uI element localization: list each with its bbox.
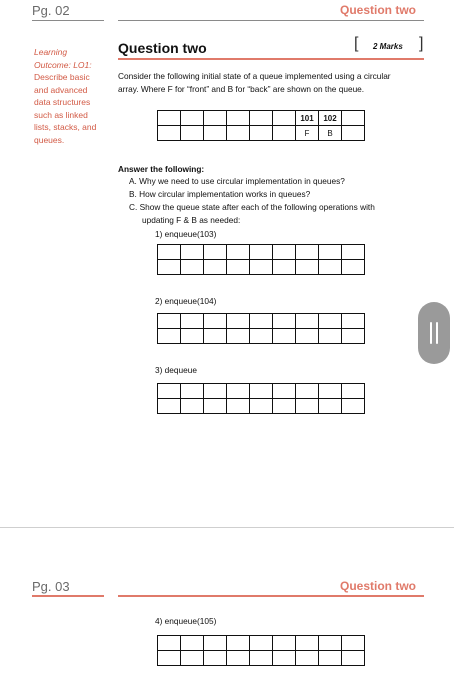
pointer-cell (204, 399, 227, 414)
page-header-title: Question two (340, 579, 416, 593)
queue-cell (273, 384, 296, 399)
pointer-cell (181, 399, 204, 414)
operation-label: 1) enqueue(103) (155, 229, 217, 239)
queue-cell (319, 314, 342, 329)
queue-cell (204, 636, 227, 651)
queue-cell (158, 111, 181, 126)
pointer-cell (342, 260, 365, 275)
marks-value: 2 Marks (373, 42, 403, 51)
pointer-cell (273, 260, 296, 275)
queue-cell (181, 245, 204, 260)
item-c: C. Show the queue state after each of the following operations with (129, 202, 375, 212)
pointer-cell (342, 651, 365, 666)
queue-cell (204, 314, 227, 329)
pointer-cell (319, 651, 342, 666)
queue-cell (227, 111, 250, 126)
pointer-cell (273, 126, 296, 141)
pointer-cell (158, 651, 181, 666)
queue-cell (158, 314, 181, 329)
pointer-cell (273, 329, 296, 344)
pointer-cell (181, 260, 204, 275)
pointer-cell (296, 651, 319, 666)
question-title-rule (118, 58, 424, 60)
pointer-cell (181, 651, 204, 666)
answer-queue-table (157, 635, 365, 666)
answer-queue-table (157, 383, 365, 414)
pointer-cell (250, 329, 273, 344)
pointer-cell (250, 126, 273, 141)
pointer-cell (181, 126, 204, 141)
queue-cell (158, 636, 181, 651)
pointer-cell (204, 126, 227, 141)
intro-line-1: Consider the following initial state of a queue implemented using a circular (118, 71, 391, 81)
queue-cell (342, 245, 365, 260)
queue-cell (181, 384, 204, 399)
pointer-cell (227, 260, 250, 275)
pointer-cell (227, 651, 250, 666)
queue-cell (250, 314, 273, 329)
pointer-cell: F (296, 126, 319, 141)
header-rule-left (32, 595, 104, 597)
answer-queue-table (157, 244, 365, 275)
queue-cell (296, 384, 319, 399)
page-separator (0, 527, 454, 528)
pointer-cell (158, 329, 181, 344)
queue-cell (227, 314, 250, 329)
pointer-cell (181, 329, 204, 344)
initial-queue-table (157, 110, 365, 141)
learning-outcome (34, 46, 106, 146)
operation-label: 3) dequeue (155, 365, 197, 375)
queue-cell: 102 (319, 111, 342, 126)
pointer-cell (342, 329, 365, 344)
pointer-cell (227, 329, 250, 344)
queue-cell (204, 245, 227, 260)
queue-cell (319, 245, 342, 260)
pointer-cell (273, 651, 296, 666)
answer-queue-table (157, 313, 365, 344)
pointer-cell (204, 329, 227, 344)
queue-cell (250, 111, 273, 126)
pointer-cell (158, 399, 181, 414)
queue-cell (342, 636, 365, 651)
queue-cell (227, 636, 250, 651)
item-b: B. How circular implementation works in queues? (129, 189, 311, 199)
learning-outcome-label: Learning Outcome: LO1: (34, 47, 92, 70)
pointer-cell (204, 260, 227, 275)
header-rule-right (118, 595, 424, 597)
page-header-title: Question two (340, 3, 416, 17)
queue-cell (319, 636, 342, 651)
operation-label: 2) enqueue(104) (155, 296, 217, 306)
queue-pointers-row (158, 126, 365, 141)
learning-outcome-text: Describe basic and advanced data structures such as linked lists, stacks, and queues. (34, 72, 97, 145)
pointer-cell (250, 651, 273, 666)
operation-label: 4) enqueue(105) (155, 616, 217, 626)
pointer-cell (158, 260, 181, 275)
queue-cell (158, 245, 181, 260)
pointer-cell (319, 329, 342, 344)
queue-cell (296, 636, 319, 651)
item-a: A. Why we need to use circular implementation in queues? (129, 176, 345, 186)
queue-cell (273, 111, 296, 126)
queue-cell (273, 636, 296, 651)
pointer-cell (319, 399, 342, 414)
queue-cell: 101 (296, 111, 319, 126)
grip-line (436, 322, 438, 344)
queue-cell (158, 384, 181, 399)
queue-cell (250, 245, 273, 260)
pointer-cell (250, 399, 273, 414)
queue-cell (181, 636, 204, 651)
queue-cell (319, 384, 342, 399)
question-title: Question two (118, 40, 207, 56)
queue-cell (181, 111, 204, 126)
queue-cell (273, 245, 296, 260)
pointer-cell (204, 651, 227, 666)
pointer-cell: B (319, 126, 342, 141)
header-rule-left (32, 20, 104, 21)
queue-cell (227, 245, 250, 260)
queue-cell (296, 314, 319, 329)
pointer-cell (227, 126, 250, 141)
queue-cell (204, 111, 227, 126)
queue-cell (181, 314, 204, 329)
page-number: Pg. 02 (32, 3, 70, 18)
pointer-cell (296, 329, 319, 344)
answer-heading: Answer the following: (118, 164, 205, 174)
pointer-cell (227, 399, 250, 414)
pointer-cell (342, 126, 365, 141)
pointer-cell (342, 399, 365, 414)
marks-bracket-right: ] (419, 35, 424, 52)
pointer-cell (250, 260, 273, 275)
scroll-handle[interactable] (418, 302, 450, 364)
intro-line-2: array. Where F for “front” and B for “back” are shown on the queue. (118, 84, 365, 94)
pointer-cell (273, 399, 296, 414)
queue-cell (227, 384, 250, 399)
queue-cell (342, 111, 365, 126)
grip-line (430, 322, 432, 344)
queue-cell (250, 636, 273, 651)
queue-cell (342, 384, 365, 399)
queue-values-row (158, 111, 365, 126)
header-rule-right (118, 20, 424, 21)
page-number: Pg. 03 (32, 579, 70, 594)
queue-cell (296, 245, 319, 260)
pointer-cell (296, 399, 319, 414)
item-c-continued: updating F & B as needed: (142, 215, 241, 225)
pointer-cell (296, 260, 319, 275)
queue-cell (273, 314, 296, 329)
pointer-cell (319, 260, 342, 275)
queue-cell (204, 384, 227, 399)
marks-bracket-left: [ (354, 35, 359, 52)
queue-cell (250, 384, 273, 399)
queue-cell (342, 314, 365, 329)
pointer-cell (158, 126, 181, 141)
